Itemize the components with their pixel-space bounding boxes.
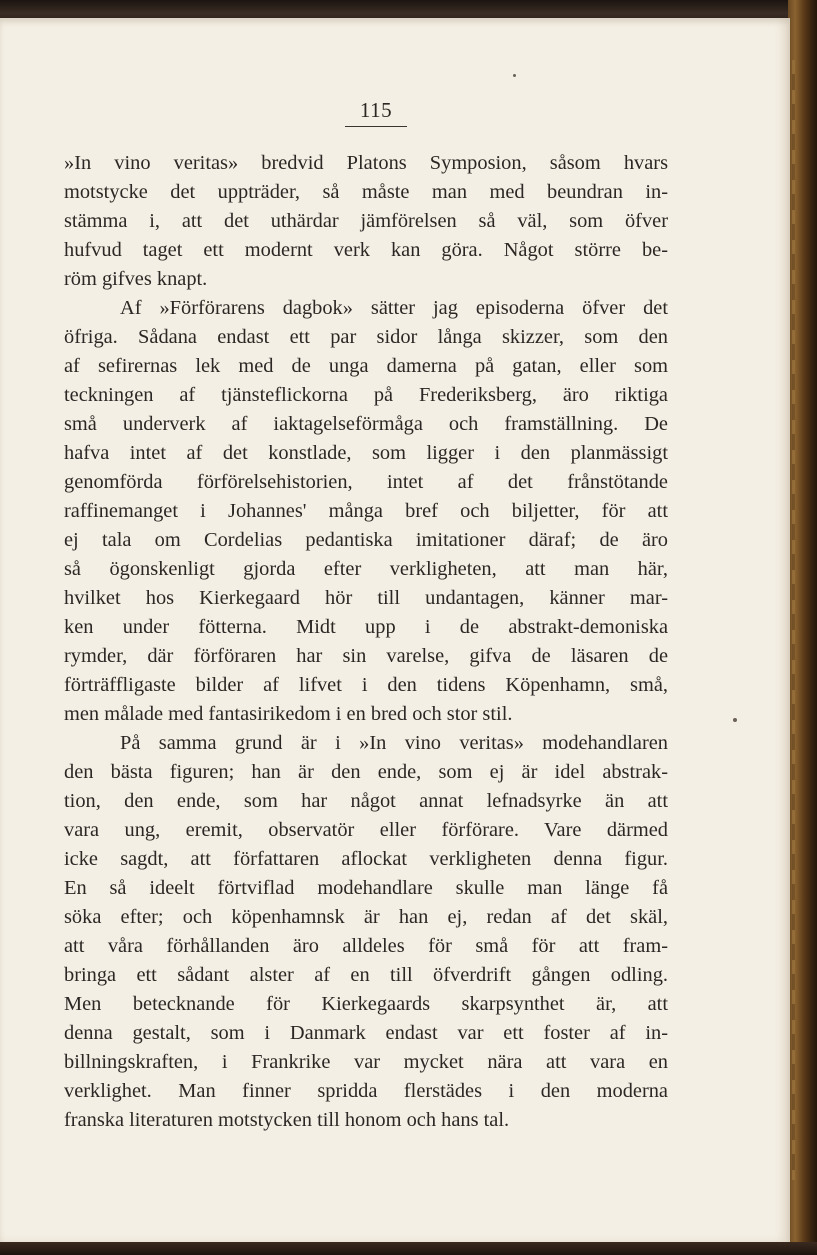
paragraph-1 (64, 149, 668, 294)
paragraph-2 (64, 294, 668, 729)
text-line: men målade med fantasirikedom i en bred och stor stil. (64, 703, 513, 725)
text-line: röm gifves knapt. (64, 268, 208, 290)
text-line: En så ideelt förtviflad modehandlare skulle man länge få (64, 877, 668, 899)
text-line: motstycke det uppträder, så måste man med beundran in- (64, 181, 668, 203)
text-line: verklighet. Man finner spridda flerstädes i den moderna (64, 1080, 668, 1102)
text-line: små underverk af iaktagelseförmåga och framställning. De (64, 413, 668, 435)
text-line: På samma grund är i »In vino veritas» modehandlaren (120, 732, 668, 754)
paragraph-3 (64, 729, 668, 1135)
text-line: Men betecknande för Kierkegaards skarpsynthet är, att (64, 993, 668, 1015)
text-line: rymder, där förföraren har sin varelse, gifva de läsaren de (64, 645, 668, 667)
text-line: att våra förhållanden äro alldeles för små för att fram- (64, 935, 668, 957)
book-page (0, 18, 790, 1244)
book-binding-edge (788, 0, 817, 1255)
text-line: söka efter; och köpenhamnsk är han ej, redan af det skäl, (64, 906, 668, 928)
text-line: denna gestalt, som i Danmark endast var ett foster af in- (64, 1022, 668, 1044)
text-line: ej tala om Cordelias pedantiska imitationer däraf; de äro (64, 529, 668, 551)
text-line: vara ung, eremit, observatör eller förförare. Vare därmed (64, 819, 668, 841)
text-line: franska literaturen motstycken till honom och hans tal. (64, 1109, 510, 1131)
text-line: så ögonskenligt gjorda efter verkligheten, att man här, (64, 558, 668, 580)
text-line: af sefirernas lek med de unga damerna på gatan, eller som (64, 355, 668, 377)
text-line: teckningen af tjänsteflickorna på Frederiksberg, äro riktiga (64, 384, 668, 406)
paper-speck (513, 74, 516, 77)
text-line: billningskraften, i Frankrike var mycket nära att vara en (64, 1051, 668, 1073)
text-line: förträffligaste bilder af lifvet i den tidens Köpenhamn, små, (64, 674, 668, 696)
scan-bottom-edge (0, 1242, 817, 1255)
body-text (64, 149, 668, 1135)
text-line: »In vino veritas» bredvid Platons Symposion, såsom hvars (64, 152, 668, 174)
text-line: tion, den ende, som har något annat lefnadsyrke än att (64, 790, 668, 812)
paper-speck (733, 718, 737, 722)
page-number-rule (345, 126, 407, 127)
text-line: Af »Förförarens dagbok» sätter jag episoderna öfver det (120, 297, 668, 319)
text-line: hufvud taget ett modernt verk kan göra. Något större be- (64, 239, 668, 261)
text-line: bringa ett sådant alster af en till öfverdrift gången odling. (64, 964, 668, 986)
page-number: 115 (359, 98, 393, 122)
text-line: raffinemanget i Johannes' många bref och biljetter, för att (64, 500, 668, 522)
text-line: genomförda förförelsehistorien, intet af det frånstötande (64, 471, 668, 493)
text-line: hvilket hos Kierkegaard hör till undantagen, känner mar- (64, 587, 668, 609)
text-line: den bästa figuren; han är den ende, som ej är idel abstrak- (64, 761, 668, 783)
text-line: icke sagdt, att författaren aflockat verkligheten denna figur. (64, 848, 668, 870)
text-line: stämma i, att det uthärdar jämförelsen så väl, som öfver (64, 210, 668, 232)
text-line: ken under fötterna. Midt upp i de abstrakt-demoniska (64, 616, 668, 638)
text-line: öfriga. Sådana endast ett par sidor långa skizzer, som den (64, 326, 668, 348)
text-line: hafva intet af det konstlade, som ligger i den planmässigt (64, 442, 668, 464)
